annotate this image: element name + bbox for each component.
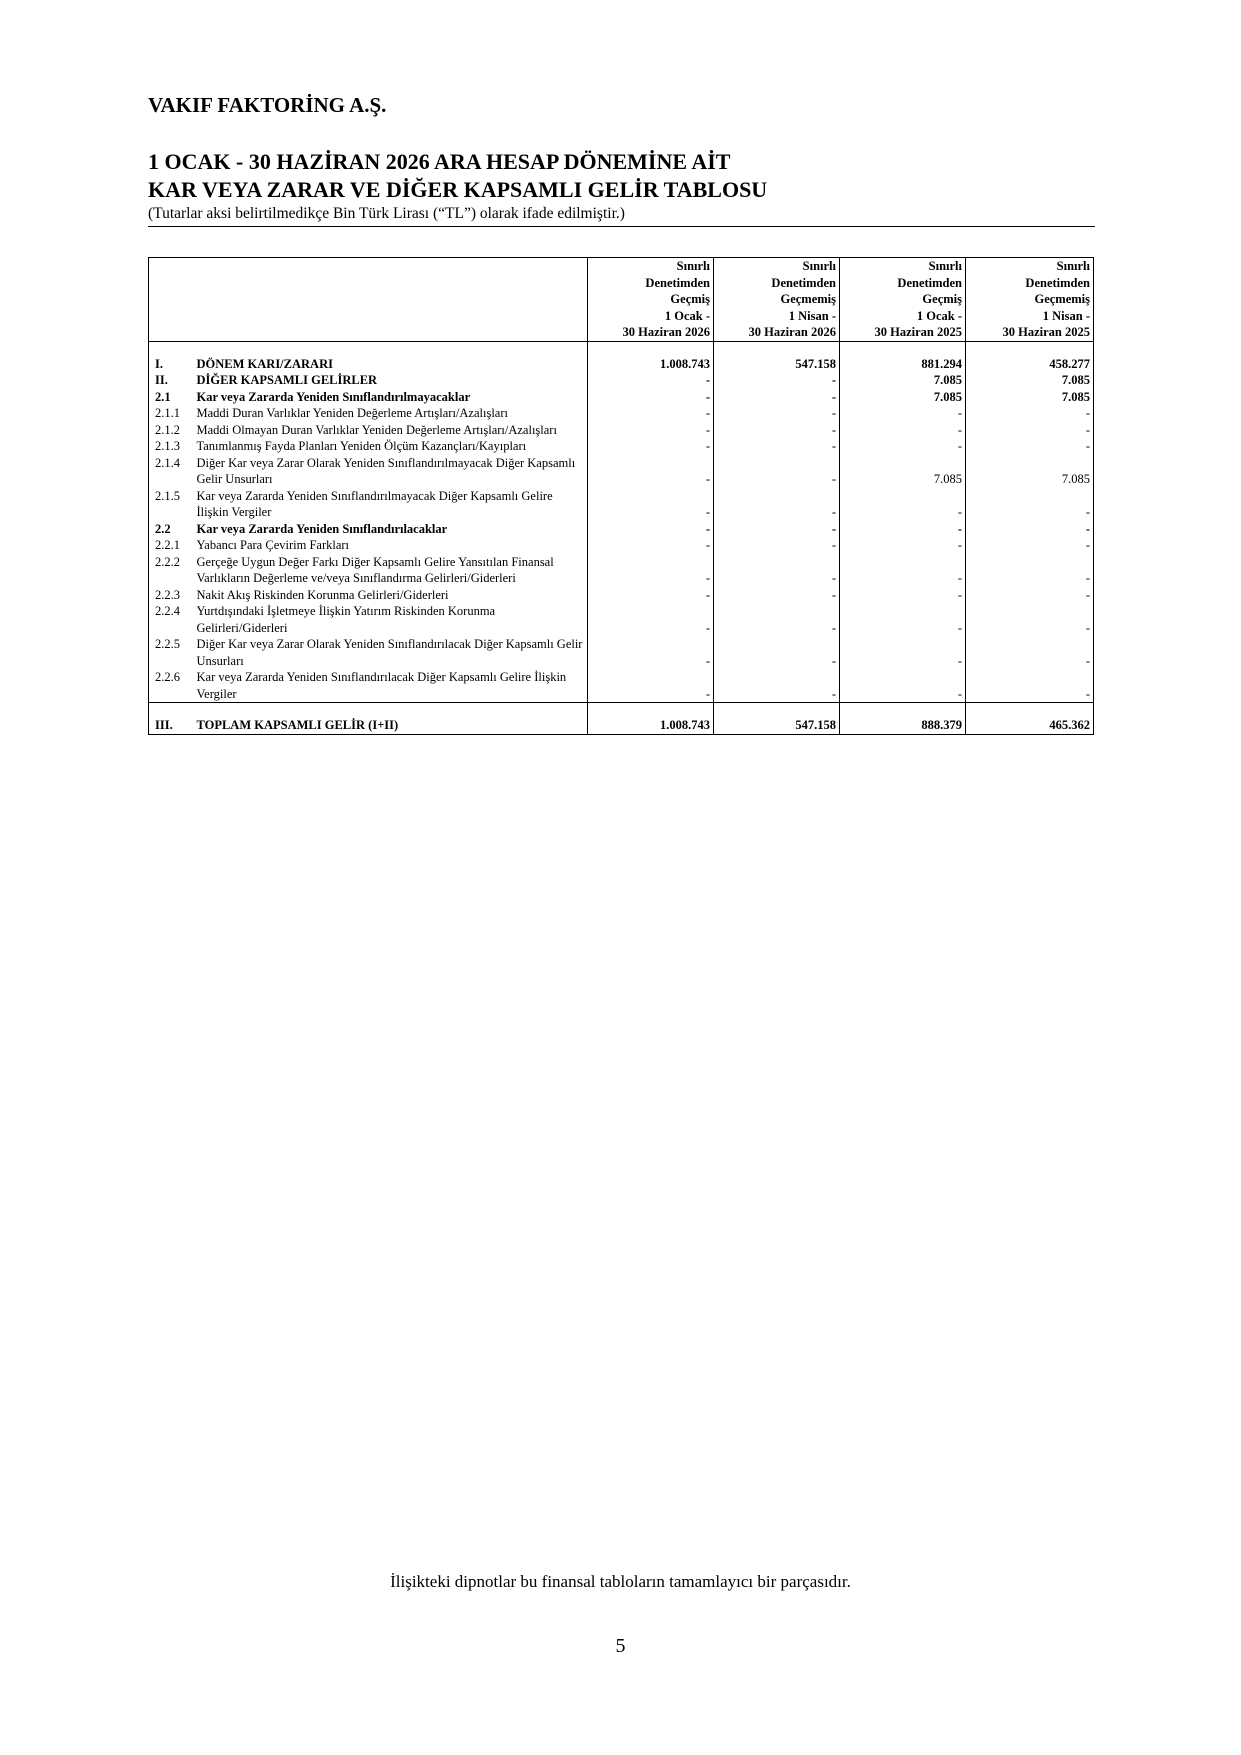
- row-code: 2.1.2: [155, 422, 180, 437]
- row-value: -: [588, 389, 714, 406]
- total-row: [149, 717, 1094, 734]
- row-value: -: [966, 669, 1094, 703]
- table-row: [149, 438, 1094, 455]
- table-row: [149, 488, 1094, 521]
- column-header: Sınırlı Denetimden Geçmiş 1 Ocak - 30 Haziran 2025: [840, 258, 966, 342]
- row-code: 2.2.2: [155, 554, 180, 569]
- row-description: Maddi Duran Varlıklar Yeniden Değerleme Artışları/Azalışları: [196, 406, 508, 420]
- row-value: -: [840, 587, 966, 604]
- row-value: -: [588, 636, 714, 669]
- row-code: 2.2.3: [155, 587, 180, 602]
- row-description: Tanımlanmış Fayda Planları Yeniden Ölçüm Kazançları/Kayıpları: [196, 439, 527, 453]
- row-value: -: [714, 554, 840, 587]
- currency-note: (Tutarlar aksi belirtilmedikçe Bin Türk Lirası (“TL”) olarak ifade edilmiştir.): [148, 205, 625, 222]
- row-value: -: [840, 554, 966, 587]
- row-value: -: [714, 389, 840, 406]
- column-header: Sınırlı Denetimden Geçmemiş 1 Nisan - 30 Haziran 2025: [966, 258, 1094, 342]
- row-value: -: [588, 587, 714, 604]
- row-description: Kar veya Zararda Yeniden Sınıflandırılacak Diğer Kapsamlı Gelire İlişkin Vergiler: [196, 670, 567, 701]
- income-statement-table: [148, 257, 1094, 735]
- row-value: -: [840, 405, 966, 422]
- row-code: 2.1.5: [155, 488, 180, 503]
- row-value: -: [588, 603, 714, 636]
- row-description: DİĞER KAPSAMLI GELİRLER: [196, 373, 378, 387]
- row-description: Diğer Kar veya Zarar Olarak Yeniden Sınıflandırılmayacak Diğer Kapsamlı Gelir Unsurları: [196, 455, 576, 486]
- table-row: [149, 389, 1094, 406]
- column-header: Sınırlı Denetimden Geçmiş 1 Ocak - 30 Haziran 2026: [588, 258, 714, 342]
- row-description: Kar veya Zararda Yeniden Sınıflandırılacaklar: [196, 521, 448, 536]
- row-value: -: [588, 455, 714, 488]
- row-code: 2.1: [155, 389, 171, 404]
- row-value: -: [966, 587, 1094, 604]
- table-row: [149, 405, 1094, 422]
- row-description: Diğer Kar veya Zarar Olarak Yeniden Sınıflandırılacak Diğer Kapsamlı Gelir Unsurları: [196, 637, 583, 668]
- table-row: [149, 636, 1094, 669]
- row-code: 2.1.4: [155, 455, 180, 470]
- row-value: -: [966, 603, 1094, 636]
- row-value: 547.158: [714, 356, 840, 373]
- row-value: -: [714, 488, 840, 521]
- row-value: -: [966, 405, 1094, 422]
- table-body: [149, 356, 1094, 703]
- row-value: -: [588, 438, 714, 455]
- row-value: -: [840, 438, 966, 455]
- table-header-row: [149, 258, 1094, 342]
- row-code: 2.2.4: [155, 604, 180, 618]
- row-value: -: [840, 537, 966, 554]
- row-value: -: [840, 422, 966, 439]
- row-value: -: [966, 438, 1094, 455]
- row-value: 7.085: [966, 389, 1094, 406]
- row-value: -: [714, 587, 840, 604]
- row-value: 465.362: [966, 717, 1094, 734]
- footer-note: İlişikteki dipnotlar bu finansal tabloların tamamlayıcı bir parçasıdır.: [390, 1572, 851, 1591]
- row-value: -: [840, 636, 966, 669]
- table-row: [149, 537, 1094, 554]
- row-value: 7.085: [840, 372, 966, 389]
- row-code: III.: [155, 718, 173, 732]
- row-value: -: [714, 405, 840, 422]
- row-description: Kar veya Zararda Yeniden Sınıflandırılmayacak Diğer Kapsamlı Gelire İlişkin Vergiler: [196, 488, 553, 519]
- table-row: [149, 372, 1094, 389]
- row-value: 1.008.743: [588, 717, 714, 734]
- row-description: DÖNEM KARI/ZARARI: [196, 356, 333, 371]
- company-name: VAKIF FAKTORİNG A.Ş.: [148, 93, 387, 117]
- table-row: [149, 422, 1094, 439]
- row-value: -: [966, 537, 1094, 554]
- row-value: -: [714, 603, 840, 636]
- row-value: -: [966, 521, 1094, 538]
- row-value: -: [966, 488, 1094, 521]
- row-description: Yabancı Para Çevirim Farkları: [196, 538, 350, 552]
- row-value: 7.085: [840, 389, 966, 406]
- row-value: -: [714, 455, 840, 488]
- row-value: -: [588, 422, 714, 439]
- row-value: 458.277: [966, 356, 1094, 373]
- row-code: 2.1.3: [155, 439, 180, 453]
- row-value: -: [714, 537, 840, 554]
- row-value: -: [840, 488, 966, 521]
- row-value: -: [588, 537, 714, 554]
- table-row: [149, 521, 1094, 538]
- row-value: -: [714, 422, 840, 439]
- row-value: -: [840, 521, 966, 538]
- row-value: -: [588, 521, 714, 538]
- row-code: 2.2.5: [155, 637, 180, 651]
- table-row: [149, 356, 1094, 373]
- row-code: I.: [155, 356, 163, 371]
- row-value: -: [588, 488, 714, 521]
- row-code: 2.1.1: [155, 406, 180, 420]
- statement-title-line2: KAR VEYA ZARAR VE DİĞER KAPSAMLI GELİR TABLOSU: [148, 177, 768, 202]
- row-value: -: [714, 372, 840, 389]
- row-description: Yurtdışındaki İşletmeye İlişkin Yatırım Riskinden Korunma Gelirleri/Giderleri: [196, 604, 496, 635]
- row-description: Nakit Akış Riskinden Korunma Gelirleri/Giderleri: [196, 587, 449, 602]
- row-value: -: [966, 554, 1094, 587]
- header-rule: [148, 226, 1095, 227]
- row-value: 7.085: [966, 455, 1094, 488]
- table-row: [149, 455, 1094, 488]
- row-value: -: [588, 405, 714, 422]
- table-row: [149, 669, 1094, 703]
- row-value: 881.294: [840, 356, 966, 373]
- row-value: 1.008.743: [588, 356, 714, 373]
- row-value: -: [588, 554, 714, 587]
- page-number: 5: [615, 1635, 626, 1657]
- row-description: Gerçeğe Uygun Değer Farkı Diğer Kapsamlı Gelire Yansıtılan Finansal Varlıkların Değerleme ve/veya Sınıflandırma Gelirleri/Giderleri: [196, 554, 554, 585]
- table-row: [149, 603, 1094, 636]
- row-value: -: [966, 422, 1094, 439]
- table-row: [149, 554, 1094, 587]
- row-value: 547.158: [714, 717, 840, 734]
- row-description: Maddi Olmayan Duran Varlıklar Yeniden Değerleme Artışları/Azalışları: [196, 422, 557, 437]
- row-value: -: [714, 521, 840, 538]
- row-description: Kar veya Zararda Yeniden Sınıflandırılmayacaklar: [196, 389, 471, 404]
- row-value: 888.379: [840, 717, 966, 734]
- statement-title-line1: 1 OCAK - 30 HAZİRAN 2026 ARA HESAP DÖNEMİNE AİT: [148, 149, 731, 174]
- row-value: 7.085: [966, 372, 1094, 389]
- row-description: TOPLAM KAPSAMLI GELİR (I+II): [196, 718, 399, 732]
- row-value: -: [714, 636, 840, 669]
- row-code: 2.2: [155, 521, 171, 536]
- row-value: -: [588, 372, 714, 389]
- row-code: II.: [155, 373, 168, 387]
- row-code: 2.2.6: [155, 670, 180, 684]
- row-code: 2.2.1: [155, 538, 180, 552]
- row-value: -: [714, 669, 840, 703]
- row-value: -: [840, 669, 966, 703]
- column-header: Sınırlı Denetimden Geçmemiş 1 Nisan - 30 Haziran 2026: [714, 258, 840, 342]
- table-row: [149, 587, 1094, 604]
- row-value: -: [588, 669, 714, 703]
- row-value: -: [840, 603, 966, 636]
- row-value: -: [966, 636, 1094, 669]
- row-value: 7.085: [840, 455, 966, 488]
- row-value: -: [714, 438, 840, 455]
